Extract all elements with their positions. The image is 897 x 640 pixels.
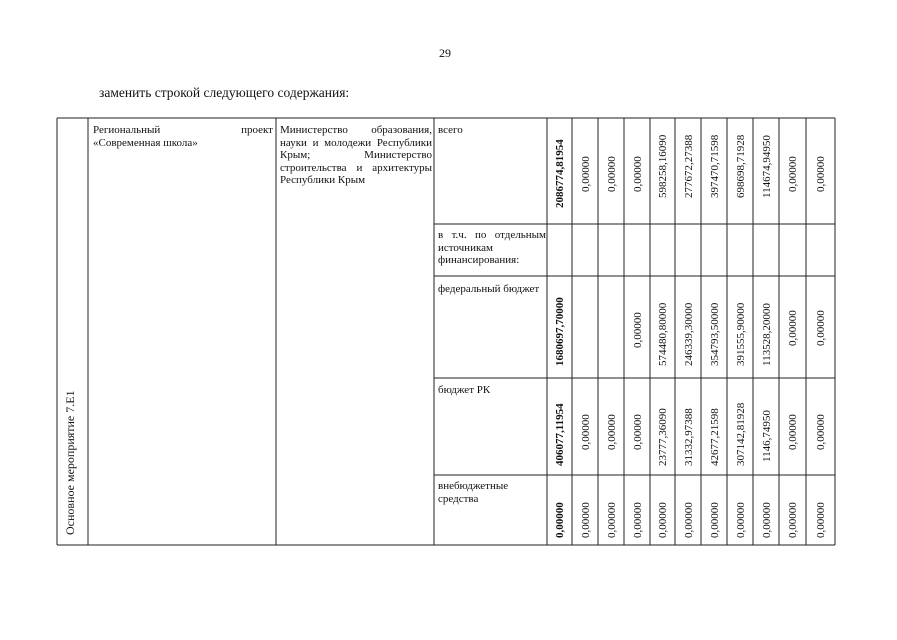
values-row-extra bbox=[554, 502, 827, 538]
executors: Министерство образования, науки и молодежи Республики Крым; Министерство строительства и архитектуры Республики Крым bbox=[280, 124, 432, 186]
value-cell: 0,00000 bbox=[632, 414, 644, 450]
value-cell: 307142,81928 bbox=[735, 402, 747, 466]
value-cell: 1680697,70000 bbox=[554, 297, 566, 366]
value-cell: 406077,11954 bbox=[554, 403, 566, 466]
value-cell: 0,00000 bbox=[709, 502, 721, 538]
value-cell: 0,00000 bbox=[632, 502, 644, 538]
value-cell: 0,00000 bbox=[683, 502, 695, 538]
value-cell: 2086774,81954 bbox=[554, 139, 566, 208]
value-cell: 0,00000 bbox=[787, 156, 799, 192]
value-cell: 0,00000 bbox=[554, 502, 566, 538]
value-cell: 0,00000 bbox=[787, 414, 799, 450]
value-cell: 0,00000 bbox=[787, 310, 799, 346]
page-number: 29 bbox=[439, 46, 451, 60]
value-cell: 0,00000 bbox=[632, 156, 644, 192]
source-label-including: в т.ч. по отдельным источникам финансирования: bbox=[438, 229, 546, 266]
value-cell: 0,00000 bbox=[606, 502, 618, 538]
value-cell: 0,00000 bbox=[580, 414, 592, 450]
source-label-total: всего bbox=[438, 124, 463, 136]
value-cell: 574480,80000 bbox=[657, 302, 669, 366]
project-name-word1: Региональный bbox=[93, 124, 161, 136]
value-cell: 598258,16090 bbox=[657, 134, 669, 198]
value-cell: 0,00000 bbox=[815, 310, 827, 346]
value-cell: 277672,27388 bbox=[683, 134, 695, 198]
value-cell: 23777,36090 bbox=[657, 408, 669, 466]
project-name-line2: «Современная школа» bbox=[93, 136, 198, 149]
source-label-extrabudgetary: внебюджетные средства bbox=[438, 480, 509, 505]
measure-label: Основное мероприятие 7.Е1 bbox=[63, 390, 77, 535]
value-cell: 0,00000 bbox=[606, 156, 618, 192]
value-cell: 31332,97388 bbox=[683, 408, 695, 466]
value-cell: 0,00000 bbox=[815, 414, 827, 450]
value-cell: 42677,21598 bbox=[709, 408, 721, 466]
value-cell: 246339,30000 bbox=[683, 302, 695, 366]
value-cell: 0,00000 bbox=[761, 502, 773, 538]
value-cell: 354793,50000 bbox=[709, 302, 721, 366]
value-cell: 0,00000 bbox=[657, 502, 669, 538]
source-label-federal: федеральный бюджет bbox=[438, 283, 540, 295]
value-cell: 698698,71928 bbox=[735, 134, 747, 198]
project-name-word2: проект bbox=[241, 124, 273, 136]
value-cell: 0,00000 bbox=[815, 502, 827, 538]
intro-text: заменить строкой следующего содержания: bbox=[99, 85, 350, 100]
value-cell: 0,00000 bbox=[580, 502, 592, 538]
value-cell: 113528,20000 bbox=[761, 303, 773, 366]
value-cell: 0,00000 bbox=[787, 502, 799, 538]
values-row-federal bbox=[554, 297, 827, 366]
values-row-rk bbox=[554, 402, 827, 466]
project-name bbox=[93, 124, 273, 149]
value-cell: 397470,71598 bbox=[709, 134, 721, 198]
value-cell: 0,00000 bbox=[815, 156, 827, 192]
value-cell: 0,00000 bbox=[580, 156, 592, 192]
value-cell: 0,00000 bbox=[606, 414, 618, 450]
value-cell: 114674,94950 bbox=[761, 135, 773, 198]
value-cell: 1146,74950 bbox=[761, 410, 773, 462]
value-cell: 0,00000 bbox=[632, 312, 644, 348]
source-label-rk: бюджет РК bbox=[438, 384, 491, 396]
value-cell: 0,00000 bbox=[735, 502, 747, 538]
value-cell: 391555,90000 bbox=[735, 302, 747, 366]
values-row-total bbox=[554, 134, 827, 208]
